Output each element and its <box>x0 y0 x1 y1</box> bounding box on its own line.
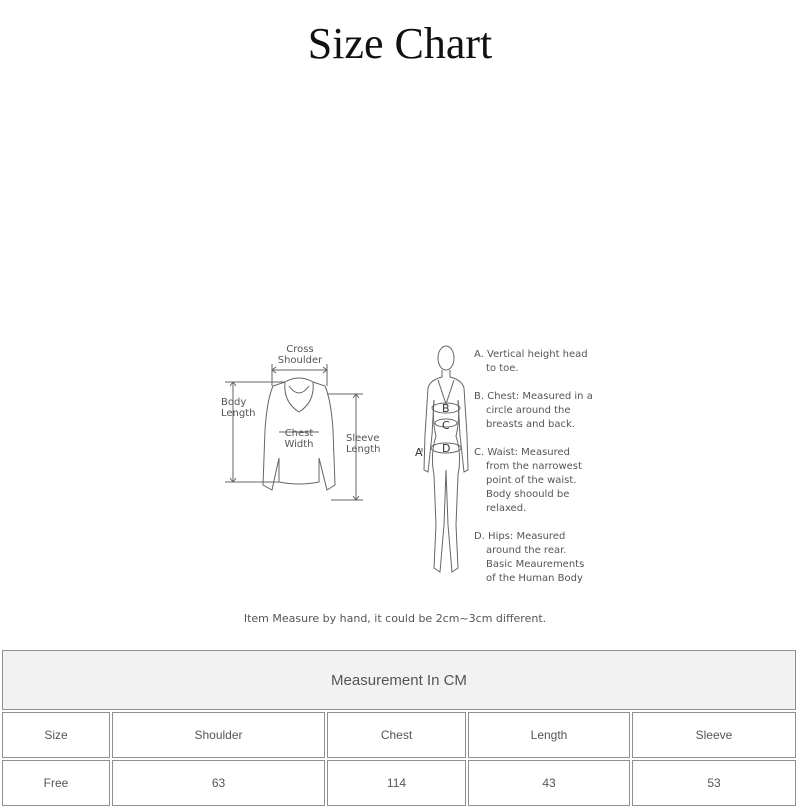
column-header-size: Size <box>2 712 110 758</box>
table-column-row <box>2 712 796 758</box>
table-row <box>2 760 796 806</box>
note-heading: B. Chest: Measured in a <box>474 391 593 402</box>
note-heading: D. Hips: Measured <box>474 531 566 542</box>
figure-letter-c: C <box>442 419 450 432</box>
table-cell: 114 <box>327 760 466 806</box>
human-figure-diagram <box>410 340 480 580</box>
figure-letter-d: D <box>442 442 451 455</box>
note-item <box>474 390 594 432</box>
note-item <box>474 446 594 516</box>
size-table <box>0 648 798 808</box>
figure-letter-b: B <box>442 402 450 415</box>
page-title: Size Chart <box>307 19 493 68</box>
table-cell: 53 <box>632 760 796 806</box>
note-body: around the rear. Basic Meaurements of the Human Body <box>486 545 585 584</box>
note-body: from the narrowest point of the waist. Body shoould be relaxed. <box>486 461 582 514</box>
sleeve-length-label: Sleeve Length <box>346 433 381 455</box>
table-cell: Free <box>2 760 110 806</box>
size-table-container <box>2 648 798 808</box>
column-header-length: Length <box>468 712 630 758</box>
cross-shoulder-label: Cross Shoulder <box>277 344 323 366</box>
table-cell: 43 <box>468 760 630 806</box>
figure-letter-a: A <box>415 446 423 459</box>
note-heading: C. Waist: Measured <box>474 447 571 458</box>
column-header-sleeve: Sleeve <box>632 712 796 758</box>
body-length-label: Body Length <box>221 397 256 419</box>
table-cell: 63 <box>112 760 325 806</box>
note-item <box>474 530 594 586</box>
note-heading: A. Vertical height head <box>474 349 588 360</box>
measure-disclaimer: Item Measure by hand, it could be 2cm~3cm different. <box>243 612 547 625</box>
note-body: circle around the breasts and back. <box>486 405 575 430</box>
measurement-notes <box>474 348 594 600</box>
note-body: to toe. <box>486 363 519 374</box>
table-header: Measurement In CM <box>2 650 796 710</box>
column-header-shoulder: Shoulder <box>112 712 325 758</box>
note-item <box>474 348 594 376</box>
column-header-chest: Chest <box>327 712 466 758</box>
chest-width-label: Chest Width <box>284 428 314 450</box>
